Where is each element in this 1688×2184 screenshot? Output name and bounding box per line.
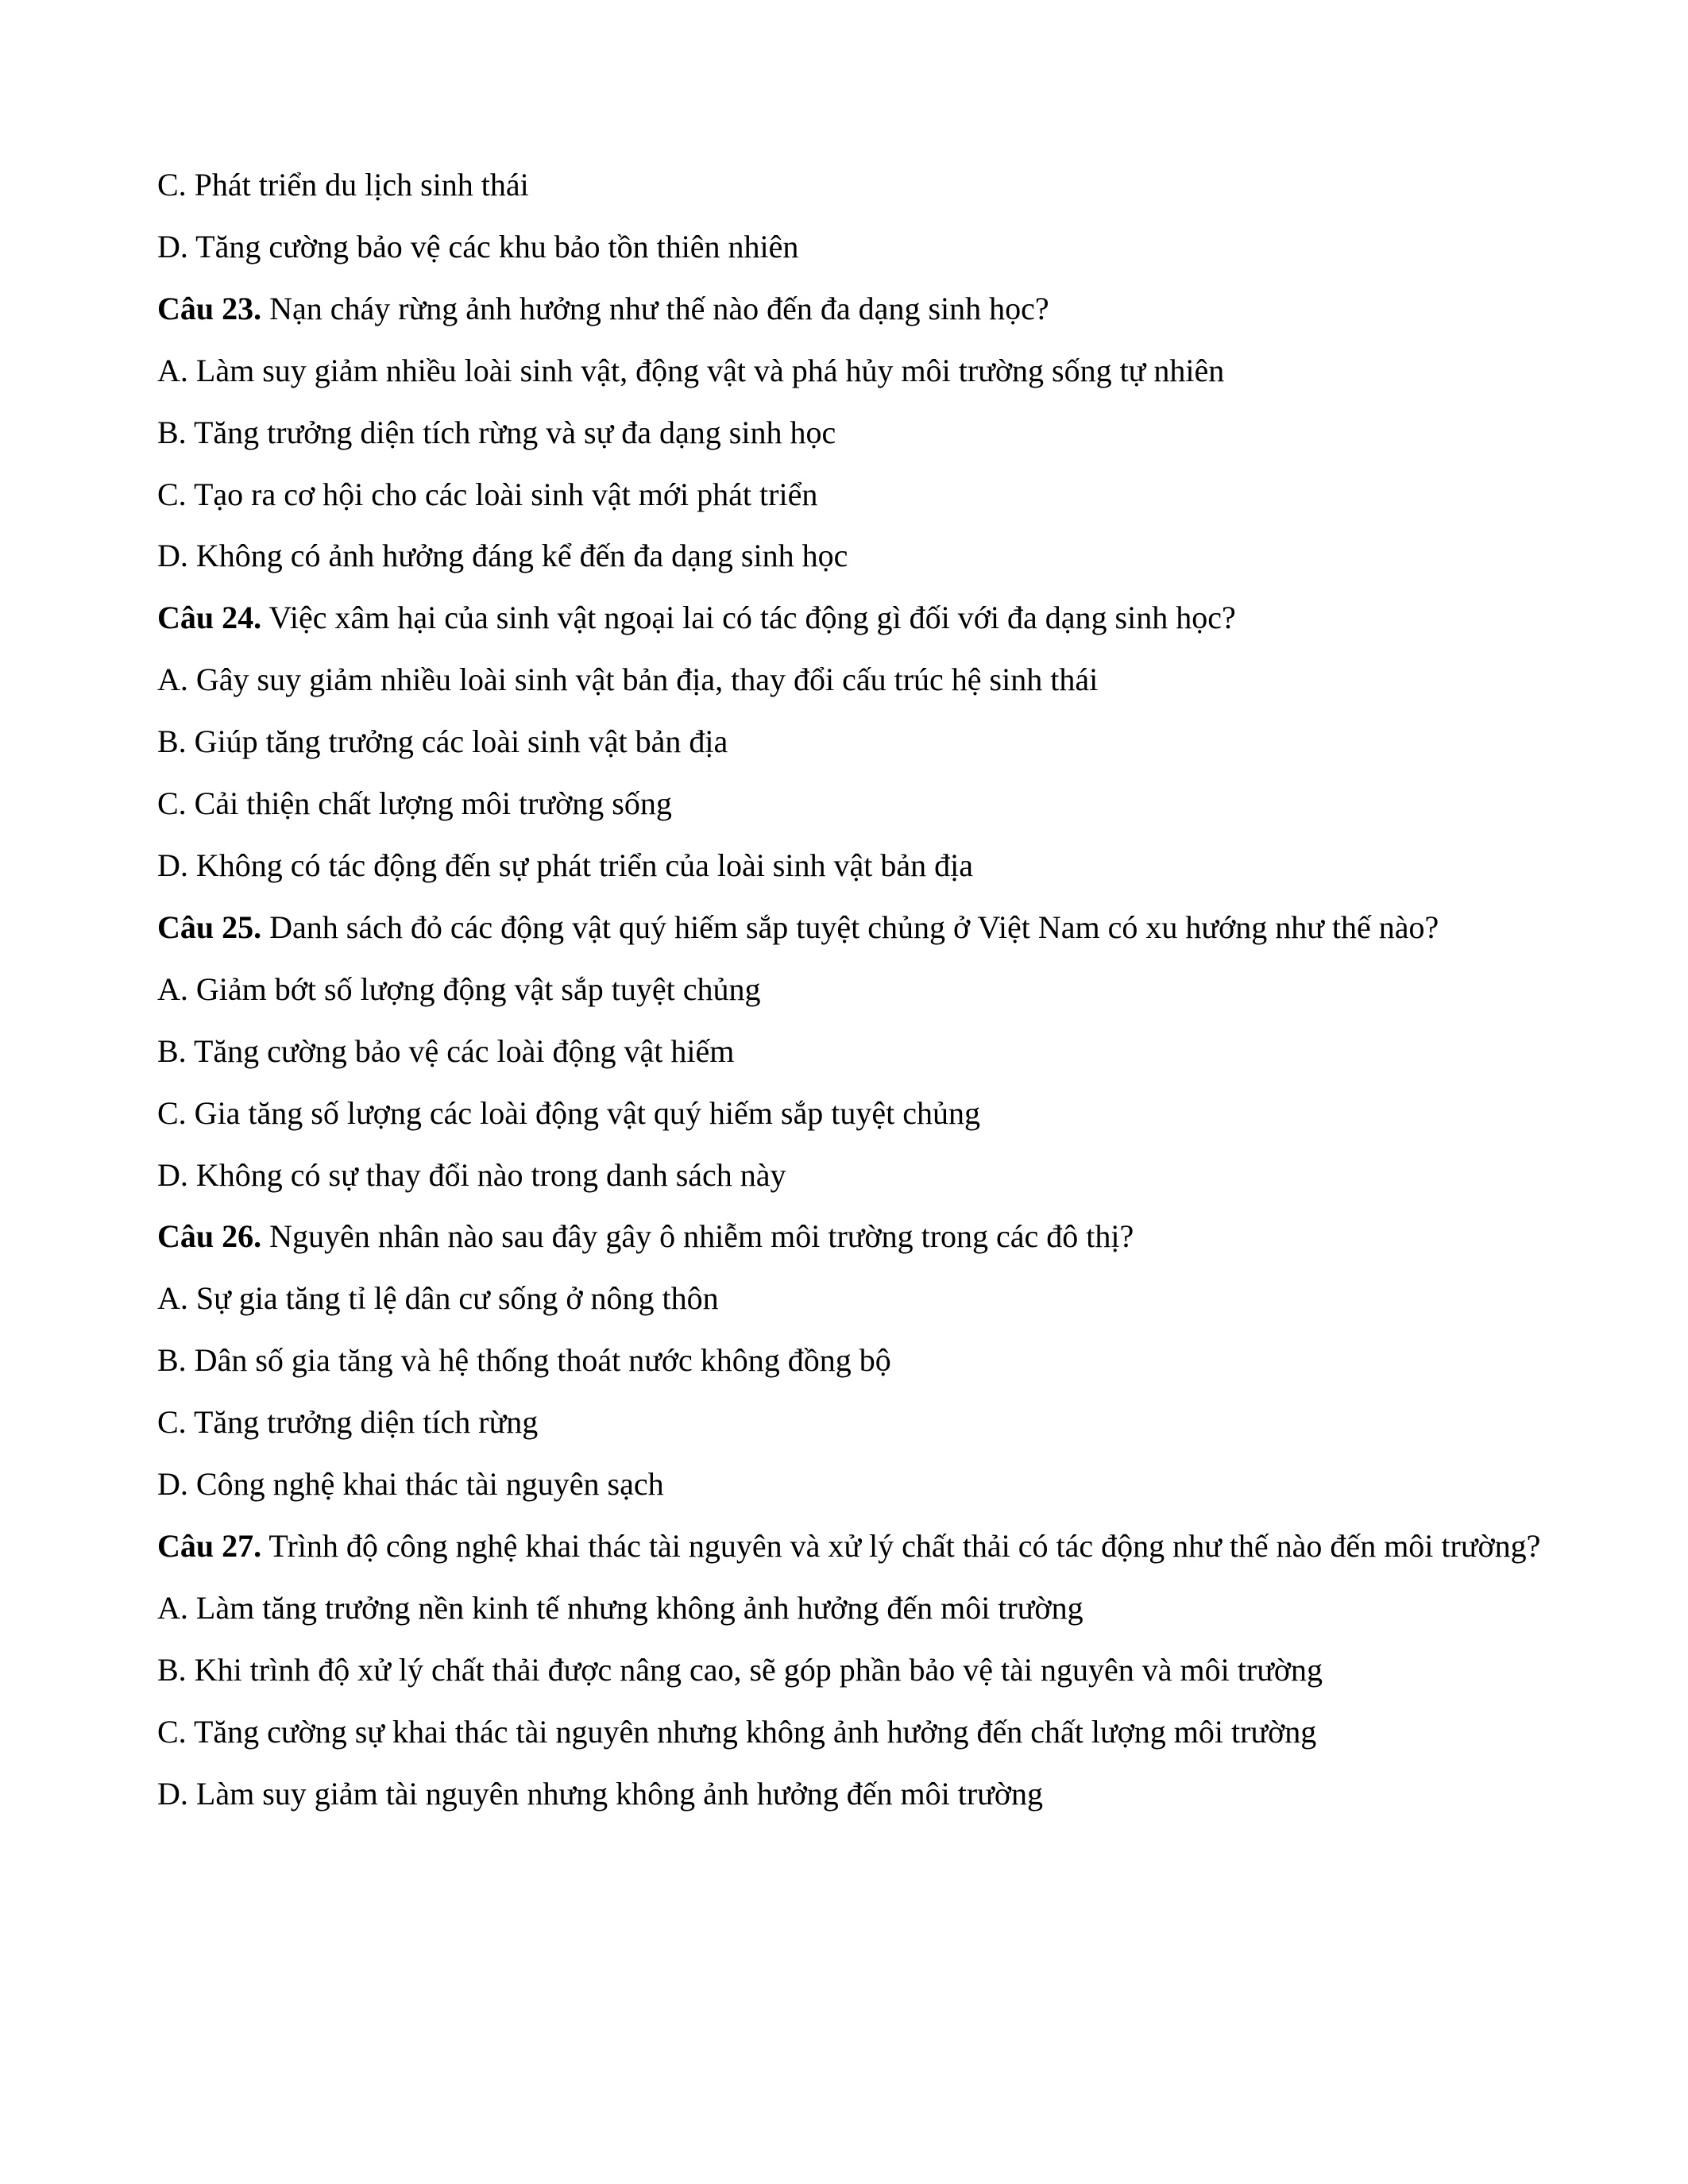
option-b: B. Tăng trưởng diện tích rừng và sự đa dạng sinh học: [157, 414, 836, 450]
document-page: [157, 154, 1555, 1824]
option-d: D. Tăng cường bảo vệ các khu bảo tồn thiên nhiên: [157, 228, 799, 264]
option-c: C. Gia tăng số lượng các loài động vật quý hiếm sắp tuyệt chủng: [157, 1094, 980, 1131]
question-number: Câu 25.: [157, 909, 262, 945]
question-25: [157, 897, 1555, 959]
question-text: Nạn cháy rừng ảnh hưởng như thế nào đến đa dạng sinh học?: [261, 290, 1049, 326]
option-c: C. Tăng trưởng diện tích rừng: [157, 1404, 539, 1441]
option-c: C. Phát triển du lịch sinh thái: [157, 167, 529, 203]
option-c: C. Tạo ra cơ hội cho các loài sinh vật mới phát triển: [157, 476, 818, 512]
question-24: [157, 587, 1555, 649]
option-c: C. Cải thiện chất lượng môi trường sống: [157, 785, 672, 822]
option-d: D. Làm suy giảm tài nguyên nhưng không ảnh hưởng đến môi trường: [157, 1775, 1043, 1812]
option-b: B. Giúp tăng trưởng các loài sinh vật bản địa: [157, 723, 728, 760]
question-text: Việc xâm hại của sinh vật ngoại lai có tác động gì đối với đa dạng sinh học?: [261, 600, 1236, 636]
option-a: A. Sự gia tăng tỉ lệ dân cư sống ở nông thôn: [157, 1280, 719, 1317]
question-26: [157, 1206, 1555, 1268]
question-number: Câu 23.: [157, 290, 262, 326]
question-text: Danh sách đỏ các động vật quý hiếm sắp tuyệt chủng ở Việt Nam có xu hướng như thế nào?: [261, 909, 1439, 945]
question-number: Câu 24.: [157, 600, 262, 636]
option-b: B. Tăng cường bảo vệ các loài động vật hiếm: [157, 1032, 735, 1069]
option-b: B. Dân số gia tăng và hệ thống thoát nước không đồng bộ: [157, 1342, 891, 1379]
option-a: A. Làm tăng trưởng nền kinh tế nhưng không ảnh hưởng đến môi trường: [157, 1589, 1083, 1626]
option-d: D. Không có sự thay đổi nào trong danh sách này: [157, 1156, 786, 1193]
question-number: Câu 27.: [157, 1527, 262, 1564]
option-d: D. Không có ảnh hưởng đáng kể đến đa dạng sinh học: [157, 538, 848, 574]
option-c: C. Tăng cường sự khai thác tài nguyên nhưng không ảnh hưởng đến chất lượng môi trường: [157, 1713, 1317, 1750]
question-text: Trình độ công nghệ khai thác tài nguyên và xử lý chất thải có tác động như thế nào đến môi trường?: [261, 1527, 1541, 1564]
option-b: B. Khi trình độ xử lý chất thải được nâng cao, sẽ góp phần bảo vệ tài nguyên và môi trường: [157, 1651, 1323, 1688]
option-a: A. Gây suy giảm nhiều loài sinh vật bản địa, thay đổi cấu trúc hệ sinh thái: [157, 662, 1099, 698]
option-d: D. Không có tác động đến sự phát triển của loài sinh vật bản địa: [157, 847, 973, 883]
option-a: A. Giảm bớt số lượng động vật sắp tuyệt chủng: [157, 970, 761, 1007]
question-text: Nguyên nhân nào sau đây gây ô nhiễm môi trường trong các đô thị?: [261, 1218, 1134, 1255]
question-number: Câu 26.: [157, 1218, 262, 1255]
option-d: D. Công nghệ khai thác tài nguyên sạch: [157, 1466, 664, 1503]
option-a: A. Làm suy giảm nhiều loài sinh vật, động vật và phá hủy môi trường sống tự nhiên: [157, 352, 1225, 388]
question-27: [157, 1515, 1555, 1577]
question-23: [157, 278, 1555, 340]
